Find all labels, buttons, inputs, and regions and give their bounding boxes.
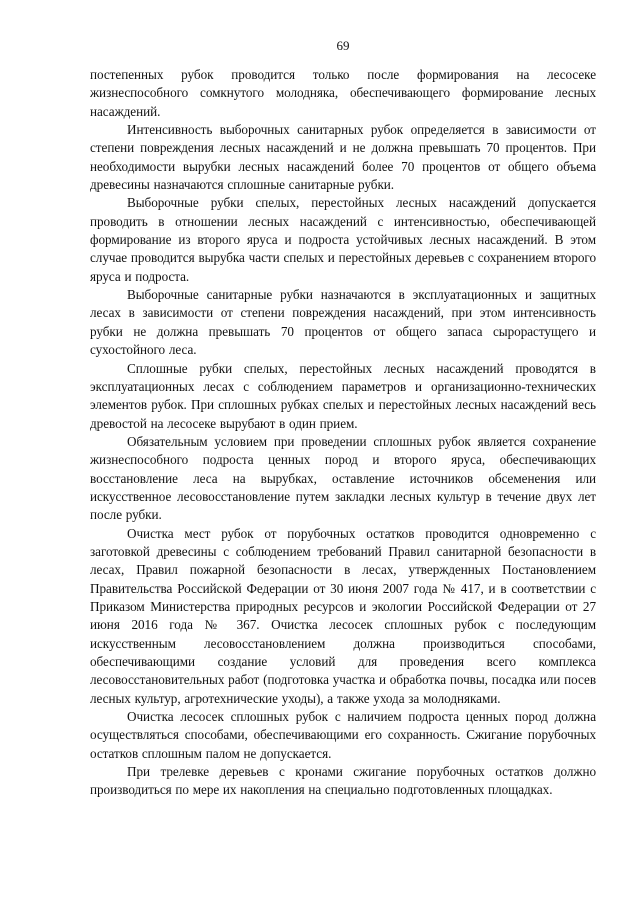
body-text — [90, 66, 596, 800]
page-number: 69 — [336, 38, 350, 53]
paragraph: Очистка мест рубок от порубочных остатков проводится одновременно с заготовкой древесины с соблюдением требований Правил санитарной безопасности в лесах, Правил пожарной безопасности в лесах, утвержденных Постановлением Правительства Российской Федерации от 30 июня 2007 года № 417, и в соответствии с Приказом Министерства природных ресурсов и экологии Российской Федерации от 27 июня 2016 года № 367. Очистка лесосек сплошных рубок с последующим искусственным лесовосстановлением должна производиться способами, обеспечивающими создание условий для проведения всего комплекса лесовосстановительных работ (подготовка участка и обработка почвы, посадка или посев лесных культур, агротехнические уходы), а также ухода за молодняками. — [90, 525, 596, 706]
paragraph: Сплошные рубки спелых, перестойных лесных насаждений проводятся в эксплуатационных лесах с соблюдением параметров и организационно-технических элементов рубок. При сплошных рубках спелых и перестойных лесных насаждений весь древостой на лесосеке вырубают в один прием. — [90, 360, 596, 431]
paragraph: Обязательным условием при проведении сплошных рубок является сохранение жизнеспособного подроста ценных пород и второго яруса, обеспечивающих восстановление леса на вырубках, оставление источников обсеменения или искусственное лесовосстановление путем закладки лесных культур в течение двух лет после рубки. — [90, 433, 596, 523]
paragraph: Выборочные рубки спелых, перестойных лесных насаждений допускается проводить в отношении лесных насаждений с интенсивностью, обеспечивающей формирование из второго яруса и подроста устойчивых лесных насаждений. В этом случае проводится вырубка части спелых и перестойных деревьев с сохранением второго яруса и подроста. — [90, 195, 596, 284]
paragraph: постепенных рубок проводится только после формирования на лесосеке жизнеспособного сомкнутого молодняка, обеспечивающего формирование лесных насаждений. — [90, 67, 596, 119]
paragraph: При трелевке деревьев с кронами сжигание порубочных остатков должно производиться по мере их накопления на специально подготовленных площадках. — [90, 764, 596, 798]
paragraph: Очистка лесосек сплошных рубок с наличием подроста ценных пород должна осуществляться способами, обеспечивающими его сохранность. Сжигание порубочных остатков сплошным палом не допускается. — [90, 709, 596, 761]
paragraph: Интенсивность выборочных санитарных рубок определяется в зависимости от степени повреждения лесных насаждений и не должна превышать 70 процентов. При необходимости вырубки лесных насаждений более 70 процентов от общего объема древесины назначаются сплошные санитарные рубки. — [90, 122, 596, 193]
paragraph: Выборочные санитарные рубки назначаются в эксплуатационных и защитных лесах в зависимости от степени повреждения насаждений, при этом интенсивность рубки не должна превышать 70 процентов от общего запаса сырорастущего и сухостойного леса. — [90, 287, 596, 358]
